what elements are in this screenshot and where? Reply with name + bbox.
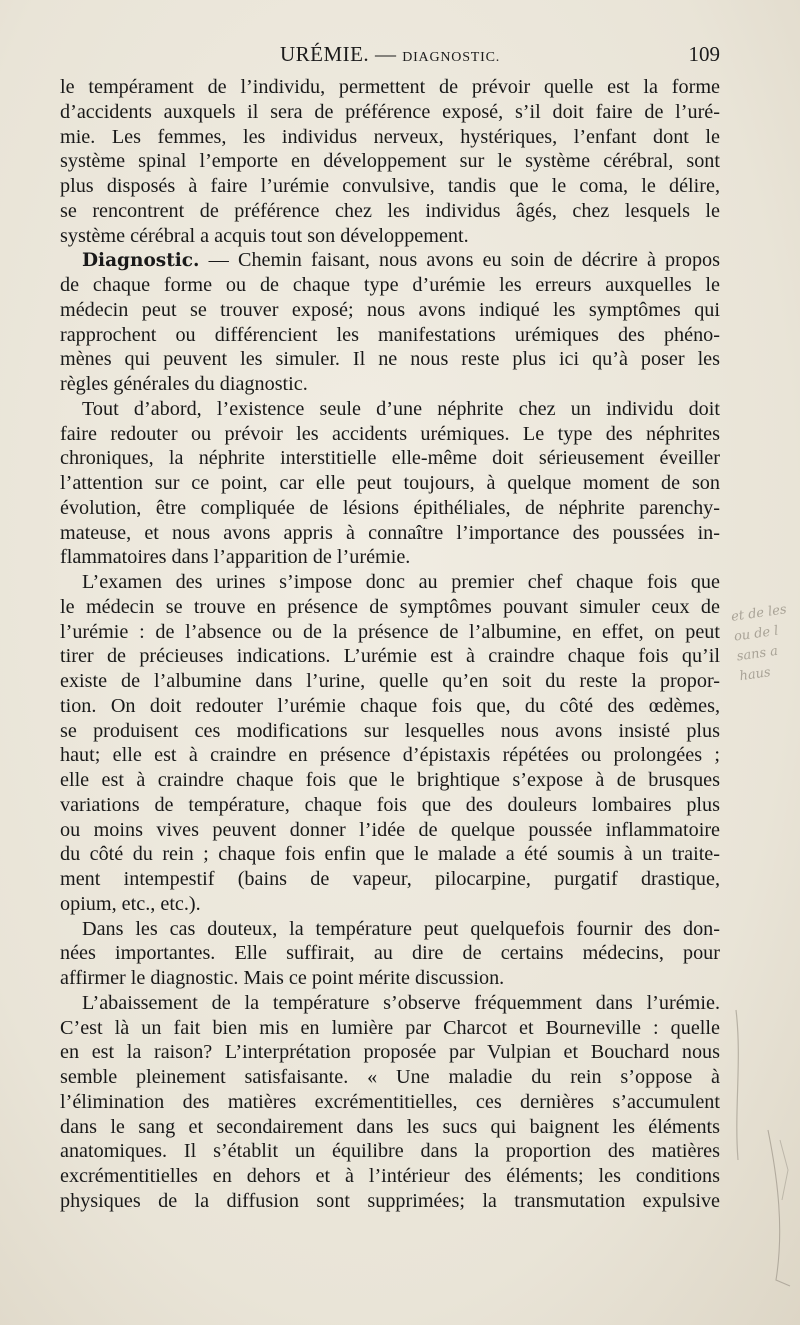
text-line: le tempérament de l’individu, permettent de prévoir quelle est la forme xyxy=(60,76,720,98)
text-line: variations de température, chaque fois que des douleurs lombaires plus xyxy=(60,793,720,816)
margin-note-line: sans a xyxy=(735,643,779,665)
margin-note-line: haus xyxy=(738,665,772,685)
text-line: physiques de la diffusion sont supprimées; la transmutation expulsive xyxy=(60,1189,720,1212)
running-title-main: URÉMIE. xyxy=(279,42,370,66)
section-heading: Diagnostic. xyxy=(82,250,200,272)
text-line: opium, etc., etc.). xyxy=(60,892,201,915)
text-line: tirer de précieuses indications. L’urémie est à craindre chaque fois qu’il xyxy=(60,645,720,668)
text-line: haut; elle est à craindre en présence d’épistaxis répétées ou prolongées ; xyxy=(60,744,720,767)
text-line: du côté du rein ; chaque fois enfin que le malade a été soumis à un traite- xyxy=(60,843,720,866)
text-line: anatomiques. Il s’établit un équilibre dans la proportion des matières xyxy=(60,1140,720,1163)
text-line: évolution, être compliquée de lésions épithéliales, de néphrite parenchy- xyxy=(60,496,720,519)
margin-note-line: ou de l xyxy=(733,623,780,645)
text-line: semble pleinement satisfaisante. « Une maladie du rein s’oppose à xyxy=(60,1066,720,1088)
text-line: L’abaissement de la température s’observe fréquemment dans l’urémie. xyxy=(82,991,720,1014)
text-line: dans le sang et secondairement dans les sucs qui baignent les éléments xyxy=(60,1115,720,1138)
text-line: faire redouter ou prévoir les accidents urémiques. Le type des néphrites xyxy=(60,422,720,445)
text-line: C’est là un fait bien mis en lumière par Charcot et Bourneville : quelle xyxy=(60,1016,720,1039)
running-title xyxy=(60,42,720,67)
handwritten-margin-note xyxy=(730,598,800,687)
text-line: excrémentitielles en dehors et à l’intérieur des éléments; les conditions xyxy=(60,1165,720,1187)
text-line: nées importantes. Elle suffirait, au dire de certains médecins, pour xyxy=(60,942,720,965)
text-line: l’élimination des matières excrémentitielles, ces dernières s’accumulent xyxy=(60,1090,720,1113)
text-line: de chaque forme ou de chaque type d’urémie les erreurs auxquelles le xyxy=(60,274,720,296)
text-line: mènes qui peuvent les simuler. Il ne nous reste plus ici qu’à poser les xyxy=(60,348,720,371)
section-first-line xyxy=(60,248,720,273)
text-line: se produisent ces modifications sur lesquelles nous avons insisté plus xyxy=(60,719,720,742)
text-line: se rencontrent de préférence chez les individus âgés, chez lesquels le xyxy=(60,199,720,222)
body-text xyxy=(60,75,720,1214)
text-line: système cérébral a acquis tout son développement. xyxy=(60,224,469,247)
text-line: médecin peut se trouver exposé; nous avons indiqué les symptômes qui xyxy=(60,298,720,321)
text-line: l’attention sur ce point, car elle peut toujours, à quelque moment de son xyxy=(60,472,720,494)
text-line: chroniques, la néphrite interstitielle elle-même doit sérieusement éveiller xyxy=(60,447,720,470)
text-line: mateuse, et nous avons appris à connaître l’importance des poussées in- xyxy=(60,521,720,544)
pencil-mark-icon xyxy=(728,1000,800,1300)
text-line: L’examen des urines s’impose donc au premier chef chaque fois que xyxy=(82,571,720,593)
text-line: elle est à craindre chaque fois que le brightique s’expose à de brusques xyxy=(60,769,720,791)
text-line: Tout d’abord, l’existence seule d’une néphrite chez un individu doit xyxy=(82,397,720,420)
text-line: d’accidents auxquels il sera de préférence exposé, s’il doit faire de l’uré- xyxy=(60,100,720,123)
text-line: affirmer le diagnostic. Mais ce point mérite discussion. xyxy=(60,967,505,989)
text-line: ment intempestif (bains de vapeur, pilocarpine, purgatif drastique, xyxy=(60,868,720,890)
text-line: Dans les cas douteux, la température peut quelquefois fournir des don- xyxy=(82,917,720,940)
running-title-sub: DIAGNOSTIC. xyxy=(402,50,501,65)
text-line: en est la raison? L’interprétation proposée par Vulpian et Bouchard nous xyxy=(60,1041,720,1064)
text-line: — Chemin faisant, nous avons eu soin de décrire à propos xyxy=(208,249,720,272)
text-line: l’urémie : de l’absence ou de la présence de l’albumine, en effet, on peut xyxy=(60,620,720,643)
text-line: ou moins vives peuvent donner l’idée de quelque poussée inflammatoire xyxy=(60,818,720,841)
margin-note-line: et de les xyxy=(730,602,788,625)
running-head xyxy=(60,42,720,72)
text-line: tion. On doit redouter l’urémie chaque fois que, du côté des œdèmes, xyxy=(60,694,720,717)
text-line: existe de l’albumine dans l’urine, quelle qu’en soit du reste la propor- xyxy=(60,670,720,692)
page-number: 109 xyxy=(688,42,720,66)
text-line: mie. Les femmes, les individus nerveux, hystériques, l’enfant dont le xyxy=(60,125,720,148)
text-line: règles générales du diagnostic. xyxy=(60,373,308,395)
text-line: rapprochent ou différencient les manifestations urémiques des phéno- xyxy=(60,323,720,346)
text-line: le médecin se trouve en présence de symptômes pouvant simuler ceux de xyxy=(60,595,720,618)
running-title-separator: — xyxy=(374,42,397,66)
text-line: système spinal l’emporte en développement sur le système cérébral, sont xyxy=(60,150,720,173)
text-line: plus disposés à faire l’urémie convulsive, tandis que le coma, le délire, xyxy=(60,175,720,197)
text-line: flammatoires dans l’apparition de l’urémie. xyxy=(60,546,411,569)
